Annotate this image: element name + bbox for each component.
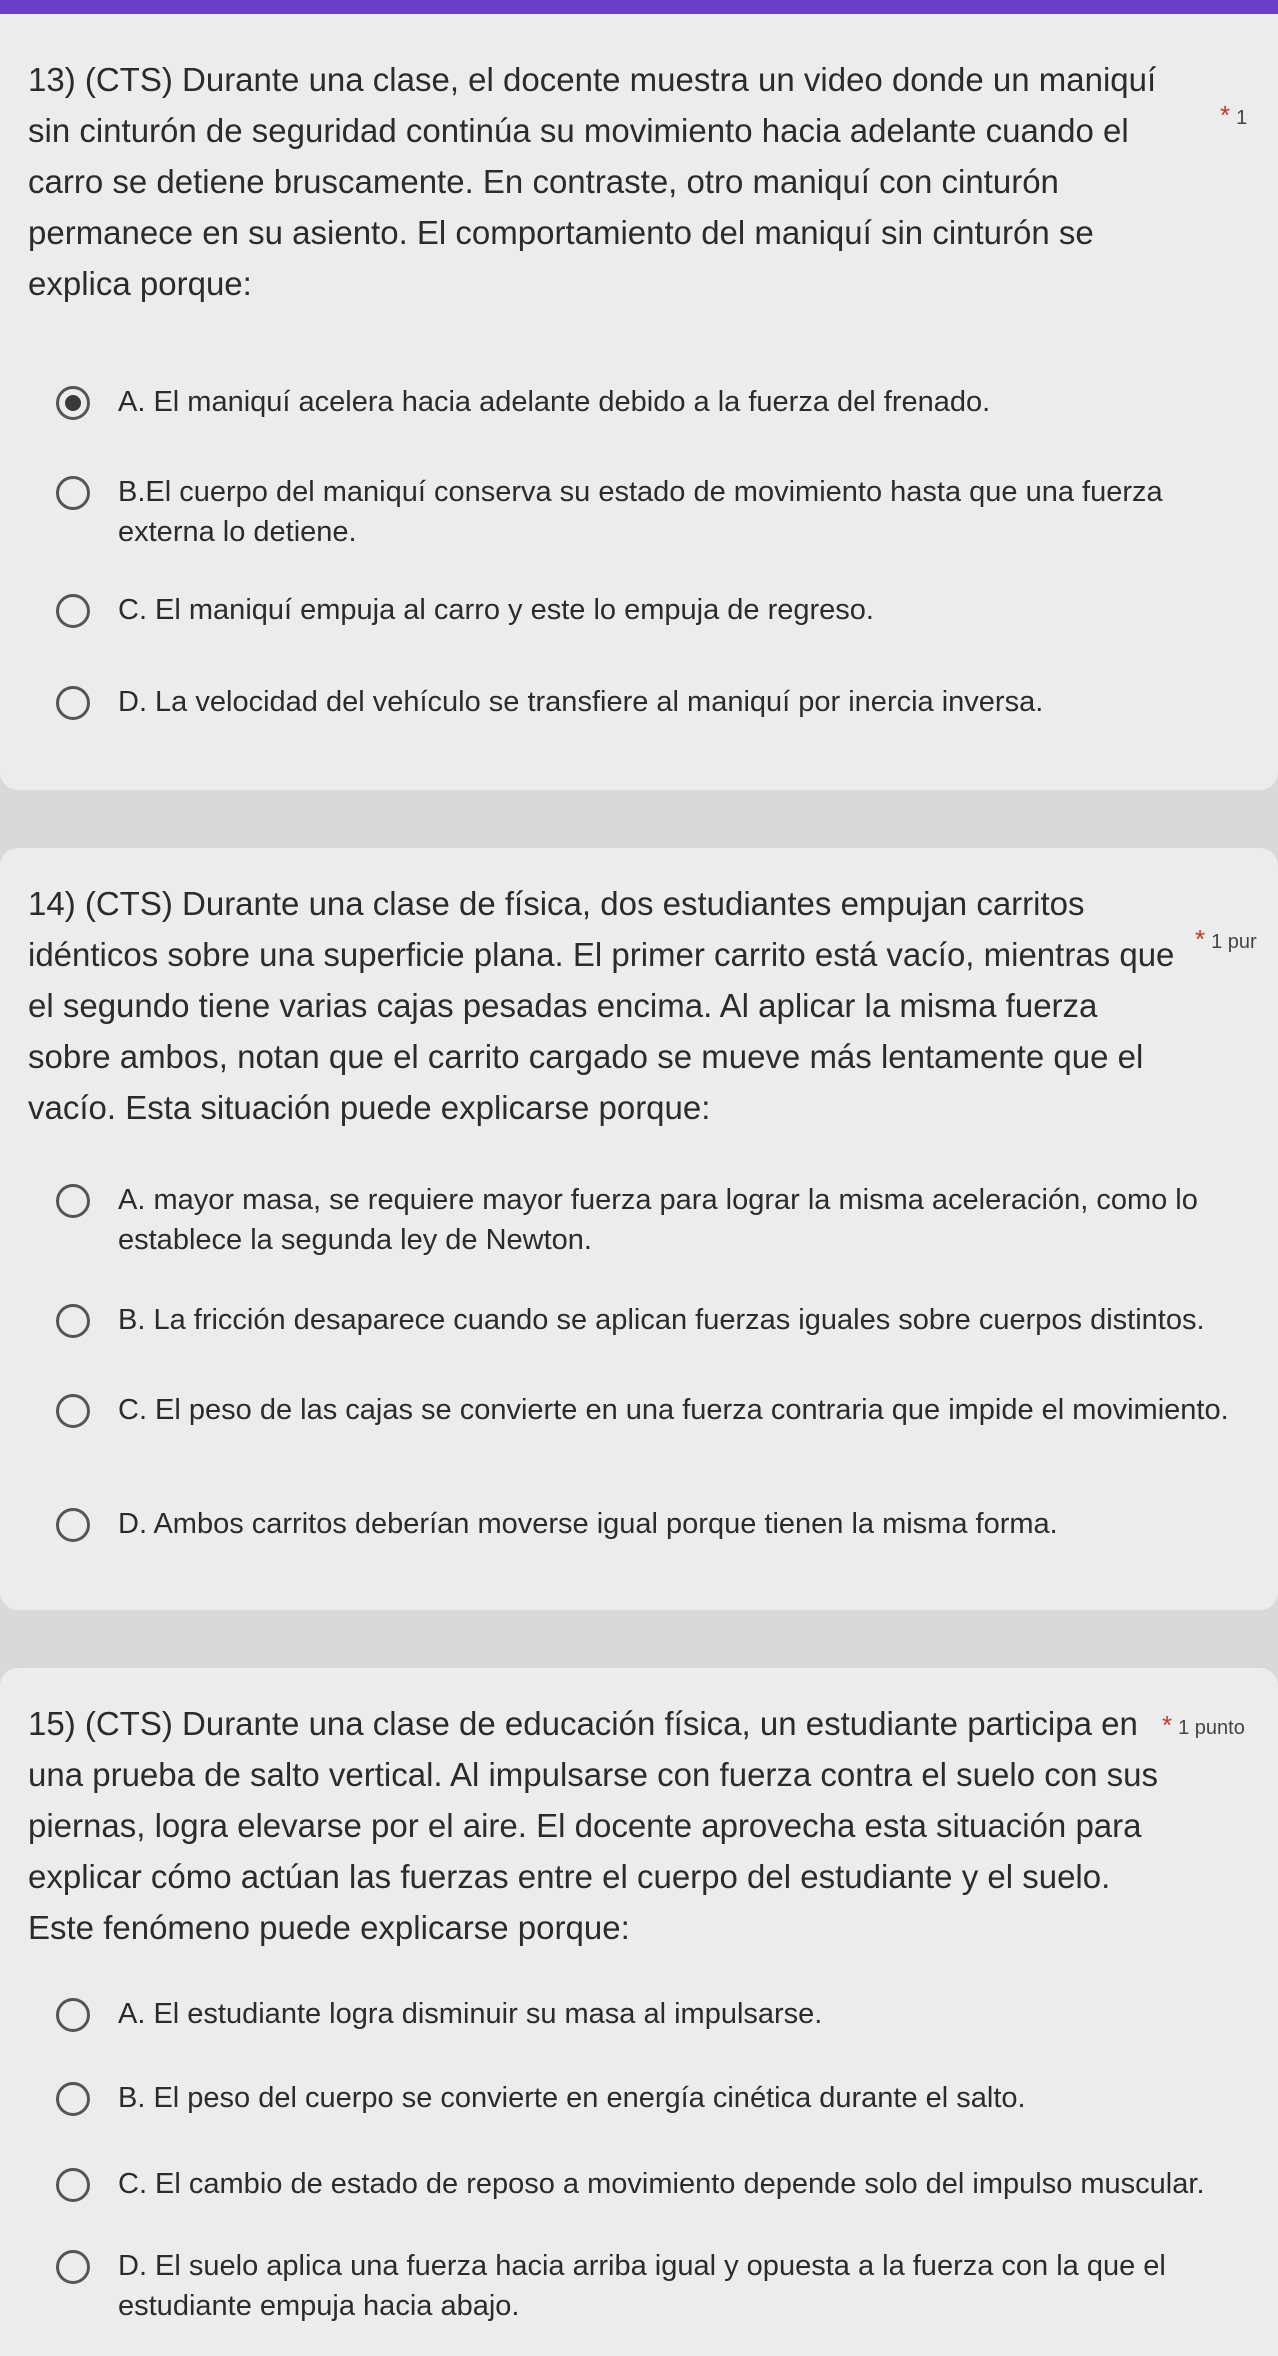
form-header-accent-bar <box>0 0 1278 14</box>
option-14-b[interactable] <box>56 1300 1256 1340</box>
option-label: D. Ambos carritos deberían moverse igual porque tienen la misma forma. <box>118 1508 1058 1540</box>
option-14-a[interactable] <box>56 1180 1256 1260</box>
option-13-d[interactable] <box>56 682 1256 722</box>
option-15-a[interactable] <box>56 1994 1256 2034</box>
option-15-c[interactable] <box>56 2164 1256 2204</box>
option-label: D. La velocidad del vehículo se transfiere al maniquí por inercia inversa. <box>118 686 1044 718</box>
option-label: C. El cambio de estado de reposo a movimiento depende solo del impulso muscular. <box>118 2168 1205 2200</box>
radio-icon[interactable] <box>56 2082 90 2116</box>
question-card-14 <box>0 848 1278 1610</box>
question-card-13 <box>0 14 1278 790</box>
question-text-13: 13) (CTS) Durante una clase, el docente muestra un video donde un maniquí sin cinturón de seguridad continúa su movimiento hacia adelante cuando el carro se detiene bruscamente. En contraste, otro maniquí con cinturón permanece en su asiento. El comportamiento del maniquí sin cinturón se explica porque: <box>28 61 1157 302</box>
option-label: B. La fricción desaparece cuando se aplican fuerzas iguales sobre cuerpos distintos. <box>118 1304 1205 1336</box>
option-label: B. El peso del cuerpo se convierte en energía cinética durante el salto. <box>118 2082 1026 2114</box>
option-label: C. El peso de las cajas se convierte en una fuerza contraria que impide el movimiento. <box>118 1394 1229 1426</box>
points-label: 1 <box>1236 107 1248 129</box>
question-points-13 <box>1220 100 1247 131</box>
option-label: D. El suelo aplica una fuerza hacia arriba igual y opuesta a la fuerza con la que el estudiante empuja hacia abajo. <box>118 2250 1166 2322</box>
required-asterisk-icon: * <box>1195 924 1206 954</box>
question-text-14: 14) (CTS) Durante una clase de física, dos estudiantes empujan carritos idénticos sobre una superficie plana. El primer carrito está vacío, mientras que el segundo tiene varias cajas pesadas encima. Al aplicar la misma fuerza sobre ambos, notan que el carrito cargado se mueve más lentamente que el vacío. Esta situación puede explicarse porque: <box>28 885 1175 1126</box>
question-text-15: 15) (CTS) Durante una clase de educación física, un estudiante participa en una prueba de salto vertical. Al impulsarse con fuerza contra el suelo con sus piernas, logra elevarse por el aire. El docente aprovecha esta situación para explicar cómo actúan las fuerzas entre el cuerpo del estudiante y el suelo. Este fenómeno puede explicarse porque: <box>28 1705 1158 1946</box>
option-label: C. El maniquí empuja al carro y este lo empuja de regreso. <box>118 594 874 626</box>
points-label: 1 pur <box>1211 931 1257 953</box>
radio-selected-icon[interactable] <box>56 386 90 420</box>
option-label: A. El estudiante logra disminuir su masa al impulsarse. <box>118 1998 823 2030</box>
option-13-a[interactable] <box>56 382 1256 422</box>
option-15-d[interactable] <box>56 2246 1256 2326</box>
radio-icon[interactable] <box>56 1304 90 1338</box>
option-14-d[interactable] <box>56 1504 1256 1544</box>
option-label: A. El maniquí acelera hacia adelante debido a la fuerza del frenado. <box>118 386 991 418</box>
option-13-c[interactable] <box>56 590 1256 630</box>
radio-icon[interactable] <box>56 1998 90 2032</box>
radio-icon[interactable] <box>56 2250 90 2284</box>
points-label: 1 punto <box>1178 1717 1245 1739</box>
question-points-15 <box>1162 1710 1245 1741</box>
radio-icon[interactable] <box>56 1184 90 1218</box>
option-label: A. mayor masa, se requiere mayor fuerza para lograr la misma aceleración, como lo establece la segunda ley de Newton. <box>118 1184 1198 1256</box>
radio-icon[interactable] <box>56 1508 90 1542</box>
radio-icon[interactable] <box>56 1394 90 1428</box>
radio-icon[interactable] <box>56 594 90 628</box>
option-13-b[interactable] <box>56 472 1256 552</box>
radio-icon[interactable] <box>56 476 90 510</box>
required-asterisk-icon: * <box>1162 1710 1173 1740</box>
required-asterisk-icon: * <box>1220 100 1231 130</box>
question-card-15 <box>0 1668 1278 2356</box>
radio-icon[interactable] <box>56 2168 90 2202</box>
option-14-c[interactable] <box>56 1390 1256 1430</box>
option-15-b[interactable] <box>56 2078 1256 2118</box>
question-points-14 <box>1195 924 1257 955</box>
radio-icon[interactable] <box>56 686 90 720</box>
option-label: B.El cuerpo del maniquí conserva su estado de movimiento hasta que una fuerza externa lo detiene. <box>118 476 1163 548</box>
